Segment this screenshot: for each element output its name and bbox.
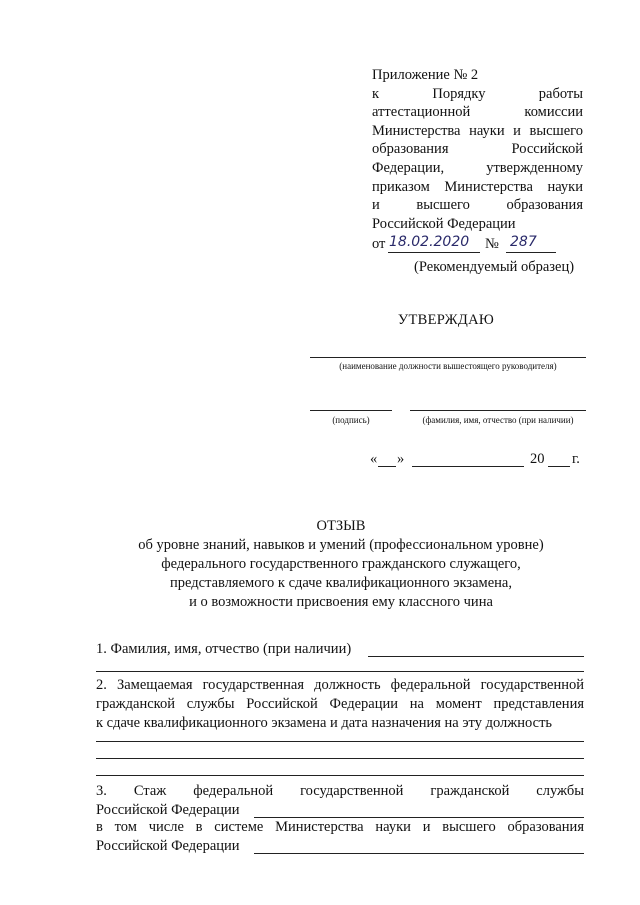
month-line [412, 466, 524, 467]
subtitle-line: об уровне знаний, навыков и умений (профессиональном уровне) [138, 537, 544, 553]
date-underline [388, 252, 480, 253]
item3-line: в том числе в системе Министерства науки и высшего образования [96, 819, 584, 835]
appendix-line: Федерации, утвержденному [372, 159, 583, 176]
recommended-sample-note: (Рекомендуемый образец) [414, 259, 575, 275]
item2-line: к сдаче квалификационного экзамена и дата назначения на эту должность [96, 715, 553, 731]
appendix-line: аттестационной комиссии [372, 104, 583, 121]
item1-fill-line-2 [96, 671, 584, 672]
subtitle-line: и о возможности присвоения ему классного чина [189, 594, 493, 610]
subtitle-line: федерального государственного гражданского служащего, [161, 556, 521, 572]
item3-line: Российской Федерации [96, 802, 240, 818]
item3-line: Российской Федерации [96, 838, 240, 854]
date-open-quote: « [370, 451, 378, 467]
position-caption: (наименование должности вышестоящего руководителя) [339, 361, 557, 371]
handwritten-order-date: 18.02.2020 [389, 234, 470, 251]
item2-fill-line [96, 758, 584, 759]
item1-label: 1. Фамилия, имя, отчество (при наличии) [96, 641, 352, 657]
handwritten-order-number: 287 [510, 234, 537, 251]
appendix-line: образования Российской [372, 141, 583, 158]
review-subtitle [96, 536, 586, 612]
year-prefix: 20 [530, 451, 545, 467]
item2-fill-line [96, 775, 584, 776]
date-close-quote: » [397, 451, 405, 467]
review-title: ОТЗЫВ [316, 518, 366, 534]
year-line [548, 466, 570, 467]
number-underline [506, 252, 556, 253]
number-label: № [485, 236, 499, 253]
item2-line: гражданской службы Российской Федерации на момент представления [96, 696, 584, 712]
appendix-line: Российской Федерации [372, 215, 516, 232]
name-caption: (фамилия, имя, отчество (при наличии) [422, 415, 574, 425]
item2-fill-line [96, 741, 584, 742]
name-line [410, 410, 586, 411]
year-suffix: г. [572, 451, 580, 467]
item3-fill-line [254, 853, 584, 854]
day-line [378, 466, 396, 467]
signature-line [310, 410, 392, 411]
appendix-line: Министерства науки и высшего [372, 122, 583, 139]
signature-caption: (подпись) [332, 415, 370, 425]
subtitle-line: представляемого к сдаче квалификационного экзамена, [170, 575, 512, 591]
appendix-line: и высшего образования [372, 197, 583, 214]
order-date-number-row [372, 233, 583, 255]
appendix-line: Приложение № 2 [372, 67, 479, 83]
appendix-block [372, 66, 583, 255]
item2-line: 2. Замещаемая государственная должность федеральной государственной [96, 677, 584, 693]
approve-title: УТВЕРЖДАЮ [397, 312, 495, 328]
appendix-line: к Порядку работы [372, 85, 583, 102]
appendix-line: приказом Министерства науки [372, 178, 583, 195]
approval-date-row [370, 450, 588, 470]
item1-fill-line [368, 656, 584, 657]
item3-line: 3. Стаж федеральной государственной гражданской службы [96, 783, 584, 799]
from-label: от [372, 236, 386, 253]
position-line [310, 357, 586, 358]
